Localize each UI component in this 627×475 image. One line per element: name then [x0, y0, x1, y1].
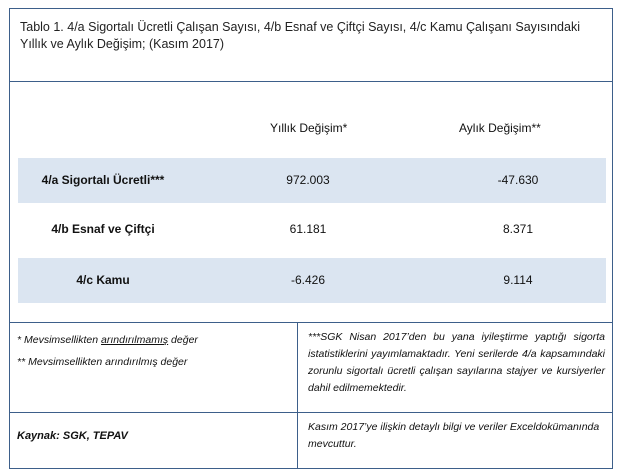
table-row	[18, 207, 606, 252]
table-title	[9, 8, 613, 82]
row-label: 4/c Kamu	[76, 273, 130, 287]
footnote-2: ** Mevsimsellikten arındırılmış değer	[17, 356, 188, 368]
excel-note: Kasım 2017’ye ilişkin detaylı bilgi ve veriler Exceldokümanında mevcuttur.	[298, 412, 613, 469]
title-line-1: Tablo 1. 4/a Sigortalı Ücretli Çalışan Sayısı, 4/b Esnaf ve Çiftçi Sayısı, 4/c Kamu Çalışanı Sayısındaki	[20, 20, 580, 34]
title-line-2: Yıllık ve Aylık Değişim; (Kasım 2017)	[20, 37, 225, 51]
table-row	[18, 158, 606, 203]
table-row	[18, 258, 606, 303]
source-label: Kaynak: SGK, TEPAV	[9, 412, 298, 469]
yearly-value: -6.426	[290, 273, 326, 287]
header-yearly: Yıllık Değişim*	[270, 121, 348, 135]
row-label: 4/a Sigortalı Ücretli***	[41, 173, 165, 187]
footnote-1-prefix: * Mevsimsellikten	[17, 334, 102, 346]
header-monthly: Aylık Değişim**	[459, 121, 541, 135]
yearly-value: 61.181	[289, 222, 327, 236]
footnote-1	[17, 329, 289, 351]
row-label: 4/b Esnaf ve Çiftçi	[51, 222, 155, 236]
monthly-value: -47.630	[497, 173, 539, 187]
yearly-value: 972.003	[286, 173, 330, 187]
monthly-value: 9.114	[503, 273, 533, 287]
footnote-3: ***SGK Nisan 2017’den bu yana iyileştirme yaptığı sigorta istatistiklerini yayımlamaktadır. Yeni serilerde 4/a kapsamındaki zorunlu sigortalı ücretli çalışan sayılarına stajyer ve kursiyerler dahil edilmemektedir.	[298, 322, 613, 412]
footnotes-left	[9, 322, 298, 412]
footnote-1-suffix: değer	[168, 334, 198, 346]
monthly-value: 8.371	[502, 222, 534, 236]
footnote-1-underlined: arındırılmamış	[101, 334, 169, 346]
